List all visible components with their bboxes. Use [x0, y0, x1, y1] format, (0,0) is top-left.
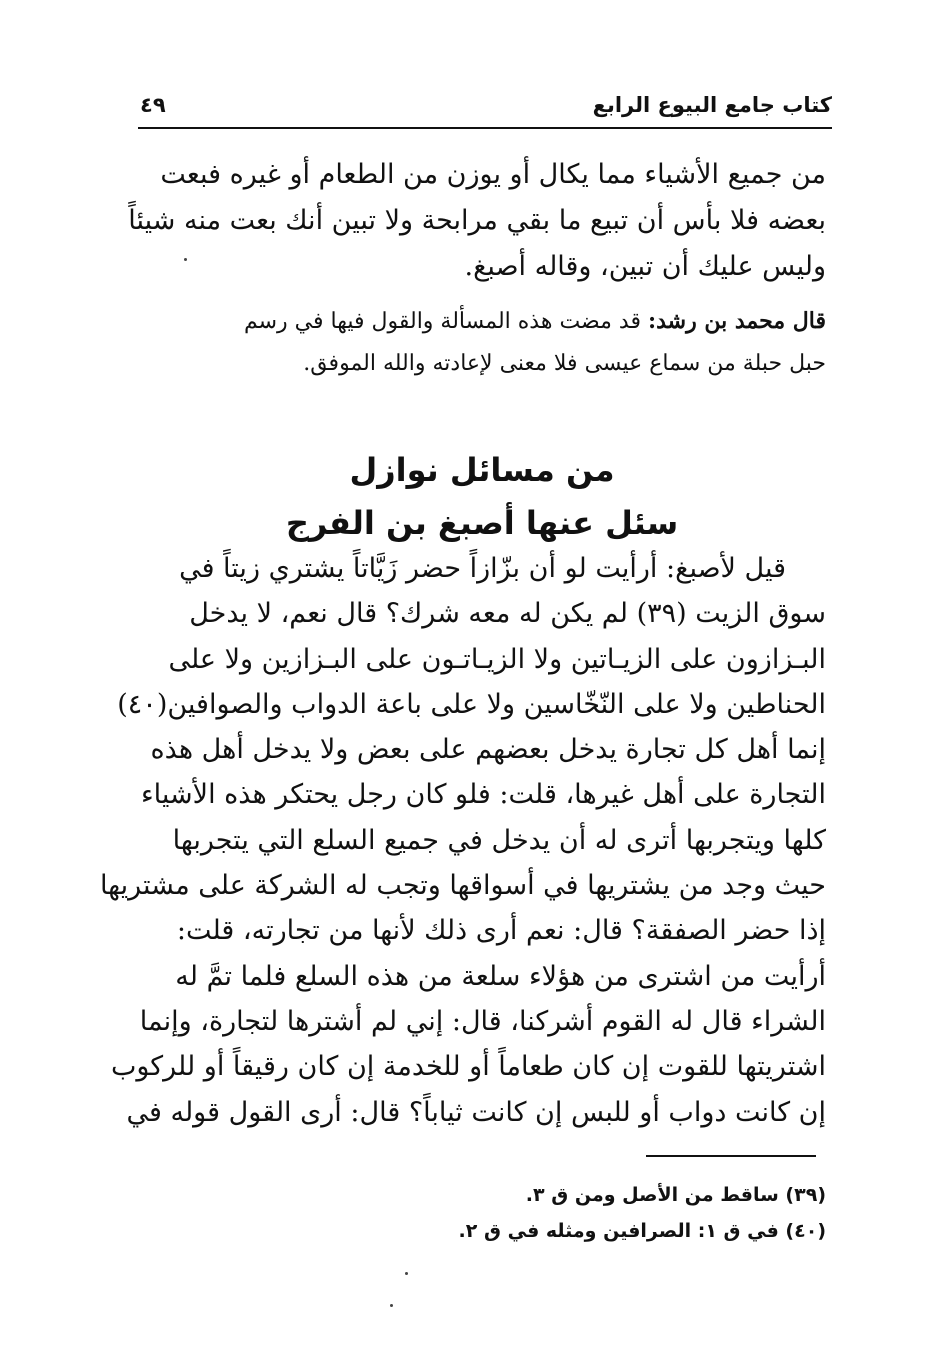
text-line: وليس عليك أن تبين، وقاله أصبغ.: [464, 251, 826, 282]
section-heading-line: من مسائل نوازل: [349, 451, 615, 489]
text-line: [138, 300, 826, 343]
text-line: الحناطين ولا على النّخّاسين ولا على باعة الدواب والصوافين(٤٠): [117, 688, 826, 720]
question-paragraph: [99, 546, 826, 1135]
text-line: سوق الزيت (٣٩) لم يكن له معه شرك؟ قال نعم، لا يدخل: [189, 598, 826, 630]
page-number: ٤٩: [140, 93, 166, 117]
footnote-separator: [646, 1155, 816, 1157]
text-line: إنما أهل كل تجارة يدخل بعضهم على بعض ولا يدخل أهل هذه: [150, 734, 826, 766]
scan-speck: [184, 258, 187, 261]
text-line: اشتريتها للقوت إن كان طعاماً أو للخدمة إن كان رقيقاً أو للركوب: [110, 1051, 826, 1083]
text-line: من جميع الأشياء مما يكال أو يوزن من الطعام أو غيره فبعت: [160, 159, 826, 190]
text-line: أرأيت من اشترى من هؤلاء سلعة من هذه السلع فلما تمَّ له: [175, 960, 826, 992]
text-line: حيث وجد من يشتريها في أسواقها وتجب له الشركة على مشتريها: [99, 870, 826, 902]
text-line: التجارة على أهل غيرها، قلت: فلو كان رجل يحتكر هذه الأشياء: [140, 779, 826, 811]
text-line: الشراء قال له القوم أشركنا، قال: إني لم أشترها لتجارة، وإنما: [139, 1005, 826, 1037]
text-line: بعضه فلا بأس أن تبيع ما بقي مرابحة ولا تبين أنك بعت منه شيئاً: [128, 205, 826, 236]
footnotes: [440, 1177, 826, 1249]
commentator-name: قال محمد بن رشد:: [647, 308, 826, 334]
text-line: كلها ويتجربها أترى له أن يدخل في جميع السلع التي يتجربها: [172, 824, 826, 856]
commentary-text: قد مضت هذه المسألة والقول فيها في رسم: [243, 309, 648, 334]
text-line: حبل حبلة من سماع عيسى فلا معنى لإعادته والله الموفق.: [303, 351, 826, 376]
text-line: البـزازون على الزيـاتين ولا الزيـاتـون على البـزازين ولا على: [168, 643, 826, 675]
section-heading: [138, 444, 826, 550]
running-header: [138, 93, 832, 129]
section-heading-line: سئل عنها أصبغ بن الفرج: [285, 504, 679, 542]
scan-speck: [390, 1304, 393, 1307]
footnote: (٣٩) ساقط من الأصل ومن ق ٣.: [525, 1184, 826, 1206]
running-header-title: كتاب جامع البيوع الرابع: [592, 93, 832, 117]
scan-speck: [405, 1272, 408, 1275]
commentary-paragraph: [138, 300, 826, 385]
footnote: (٤٠) في ق ١: الصرافين ومثله في ق ٢.: [458, 1220, 826, 1242]
text-line: إذا حضر الصفقة؟ قال: نعم أرى ذلك لأنها من تجارته، قلت:: [176, 915, 826, 947]
paragraph-opening: [128, 152, 826, 290]
text-line: قيل لأصبغ: أرأيت لو أن بزّازاً حضر زَيَّاتاً يشتري زيتاً في: [179, 553, 786, 584]
text-line: إن كانت دواب أو للبس إن كانت ثياباً؟ قال: أرى القول قوله في: [126, 1096, 826, 1128]
